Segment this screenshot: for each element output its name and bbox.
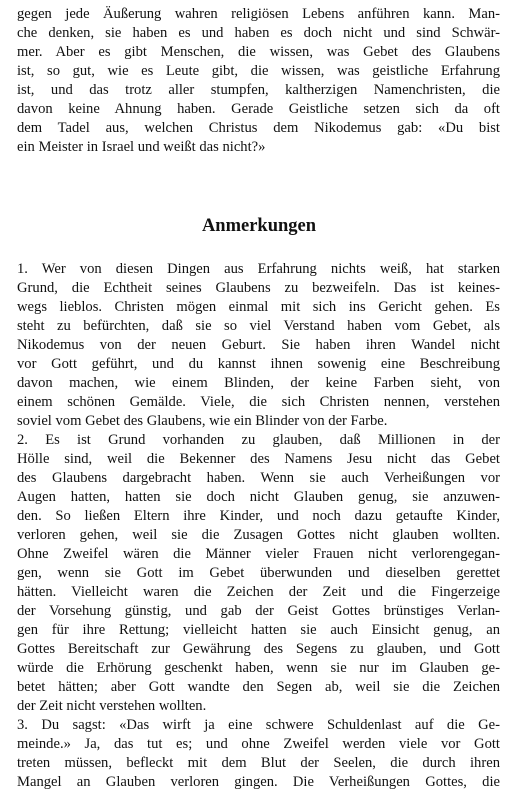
note-line: vor Gott geführt, und du kannst ihnen sowenig eine Beschreibung (17, 356, 500, 372)
note-line: 2. Es ist Grund vorhanden zu glauben, daß Millionen in der (17, 432, 500, 448)
note-line: meinde.» Ja, das tut es; und ohne Zweifel werden viele vor Gott (17, 736, 500, 752)
note-line: soviel vom Gebet des Glaubens, wie ein Blinder von der Farbe. (17, 413, 388, 429)
note-line: Grund, die Echtheit seines Glaubens zu bezweifeln. Das ist keines- (17, 280, 500, 296)
text-line: davon keine Ahnung haben. Gerade Geistliche setzen sich da oft (17, 101, 500, 117)
note-line: würde die Erhörung geschenkt haben, wenn sie nur im Glauben ge- (17, 660, 500, 676)
note-line: der Zeit nicht verstehen wollten. (17, 698, 207, 714)
note-line: Nikodemus von der neuen Geburt. Sie haben ihren Wandel nicht (17, 337, 500, 353)
note-line: betet hätten; aber Gott wandte den Segen ab, weil sie die Zeichen (17, 679, 500, 695)
note-line: Hölle sind, weil die Bekenner des Namens Jesu nicht das Gebet (17, 451, 500, 467)
text-line: ist, und das trotz aller stumpfen, kaltherzigen Namenchristen, die (17, 82, 500, 98)
intro-paragraph (17, 5, 500, 157)
note-line: der Vorsehung günstig, und gab der Geist Gottes brünstiges Verlan- (17, 603, 500, 619)
note-line: einem schönen Gemälde. Viele, die sich Christen nennen, verstehen (17, 394, 500, 410)
note-line: Mangel an Glauben verloren gingen. Die Verheißungen Gottes, die (17, 774, 500, 790)
note-line: gen, wenn sie Gott im Gebet überwunden und dieselben gerettet (17, 565, 500, 581)
text-line: gegen jede Äußerung wahren religiösen Lebens anführen kann. Man- (17, 6, 500, 22)
note-line: 1. Wer von diesen Dingen aus Erfahrung nichts weiß, hat starken (17, 261, 500, 277)
note-line: verloren gehen, weil sie die Zusagen Gottes nicht glauben wollten. (17, 527, 500, 543)
note-line: 3. Du sagst: «Das wirft ja eine schwere Schuldenlast auf die Ge- (17, 717, 500, 733)
text-line: che denken, sie haben es und haben es doch nicht und sind Schwär- (17, 25, 500, 41)
note-line: Ohne Zweifel wären die Männer vieler Frauen nicht verlorengegan- (17, 546, 500, 562)
notes-section (17, 260, 500, 792)
section-heading: Anmerkungen (201, 216, 317, 236)
note-line: Augen hatten, hatten sie doch nicht Glauben genug, sie anzuwen- (17, 489, 500, 505)
note-line: hätten. Vielleicht waren die Zeichen der Zeit und die Fingerzeige (17, 584, 500, 600)
note-line: davon machen, wie einem Blinden, der keine Farben sieht, von (17, 375, 500, 391)
note-line: treten müssen, befleckt mit dem Blut der Seelen, die durch ihren (17, 755, 500, 771)
note-line: wegs lieblos. Christen mögen einmal mit sich ins Gericht gehen. Es (17, 299, 500, 315)
note-line: den. So ließen Eltern ihre Kinder, und noch dazu getaufte Kinder, (17, 508, 500, 524)
text-line: ein Meister in Israel und weißt das nicht?» (17, 139, 266, 155)
note-line: Gottes Bereitschaft zur Gewährung des Segens zu glauben, und Gott (17, 641, 500, 657)
note-line: steht zu befürchten, daß sie so viel Verstand haben vom Gebet, als (17, 318, 500, 334)
note-line: gen für ihre Rettung; vielleicht hatten sie auch Einsicht genug, an (17, 622, 500, 638)
text-line: ist, so gut, wie es Leute gibt, die wissen, was geistliche Erfahrung (17, 63, 500, 79)
text-line: dem Tadel aus, welchen Christus dem Nikodemus gab: «Du bist (17, 120, 500, 136)
note-line: des Glaubens dargebracht haben. Wenn sie auch Verheißungen vor (17, 470, 500, 486)
text-line: mer. Aber es gibt Menschen, die wissen, was Gebet des Glaubens (17, 44, 500, 60)
